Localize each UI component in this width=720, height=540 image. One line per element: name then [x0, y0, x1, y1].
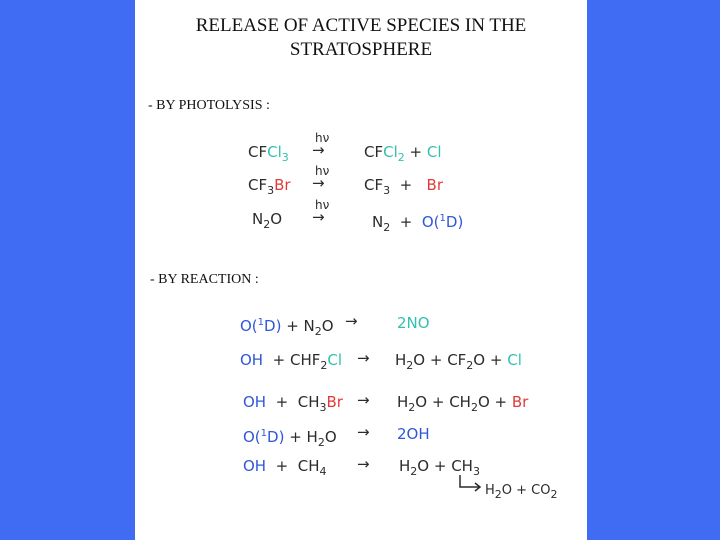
- slide-page: [135, 0, 587, 540]
- reaction-6-products: $H_2O + CO_2$: [485, 483, 558, 501]
- title-line-2: STRATOSPHERE: [289, 39, 433, 60]
- slide-title: [135, 14, 587, 62]
- photolysis-heading: - BY PHOTOLYSIS :: [148, 98, 270, 113]
- reaction-2-reactants: OH + $CHF_2Cl$: [240, 351, 343, 372]
- follow-up-arrow-icon: [455, 473, 485, 493]
- reaction-5-reactants: OH + $CH_4$: [243, 457, 327, 478]
- reaction-arrow: →: [345, 312, 358, 330]
- reaction-1-products: 2NO: [397, 314, 430, 332]
- reaction-3-products: $H_2O + CH_2O + Br$: [397, 393, 529, 414]
- reaction-5-products: $H_2O + CH_3$: [399, 457, 480, 478]
- title-line-1: RELEASE OF ACTIVE SPECIES IN THE: [195, 15, 527, 36]
- reaction-2-products: $H_2O + CF_2O + Cl$: [395, 351, 522, 372]
- reaction-1-reactants: $O(^1D) + N_2O$: [240, 317, 334, 338]
- photolysis-2-products: $CF_3 + Br$: [364, 176, 443, 197]
- reaction-arrow: →: [357, 455, 370, 473]
- photolysis-3-reactant: $N_2O$: [252, 210, 283, 231]
- hv-label: hν: [315, 198, 330, 212]
- photolysis-1-reactant: CFCl$_3$: [248, 143, 289, 164]
- hv-label: hν: [315, 131, 330, 145]
- photolysis-1-products: CFCl$_2$ + Cl: [364, 143, 442, 164]
- reaction-3-reactants: OH + $CH_3Br$: [243, 393, 343, 414]
- reaction-4-products: 2OH: [397, 425, 430, 443]
- reaction-arrow: →: [312, 174, 325, 192]
- photolysis-3-products: $N_2 + O(^1D)$: [372, 213, 464, 234]
- reaction-heading: - BY REACTION :: [150, 272, 259, 287]
- reaction-arrow: →: [357, 391, 370, 409]
- photolysis-2-reactant: $CF_3Br$: [248, 176, 291, 197]
- reaction-arrow: →: [312, 141, 325, 159]
- reaction-arrow: →: [357, 423, 370, 441]
- reaction-4-reactants: $O(^1D) + H_2O$: [243, 428, 337, 449]
- hv-label: hν: [315, 164, 330, 178]
- reaction-arrow: →: [357, 349, 370, 367]
- reaction-arrow: →: [312, 208, 325, 226]
